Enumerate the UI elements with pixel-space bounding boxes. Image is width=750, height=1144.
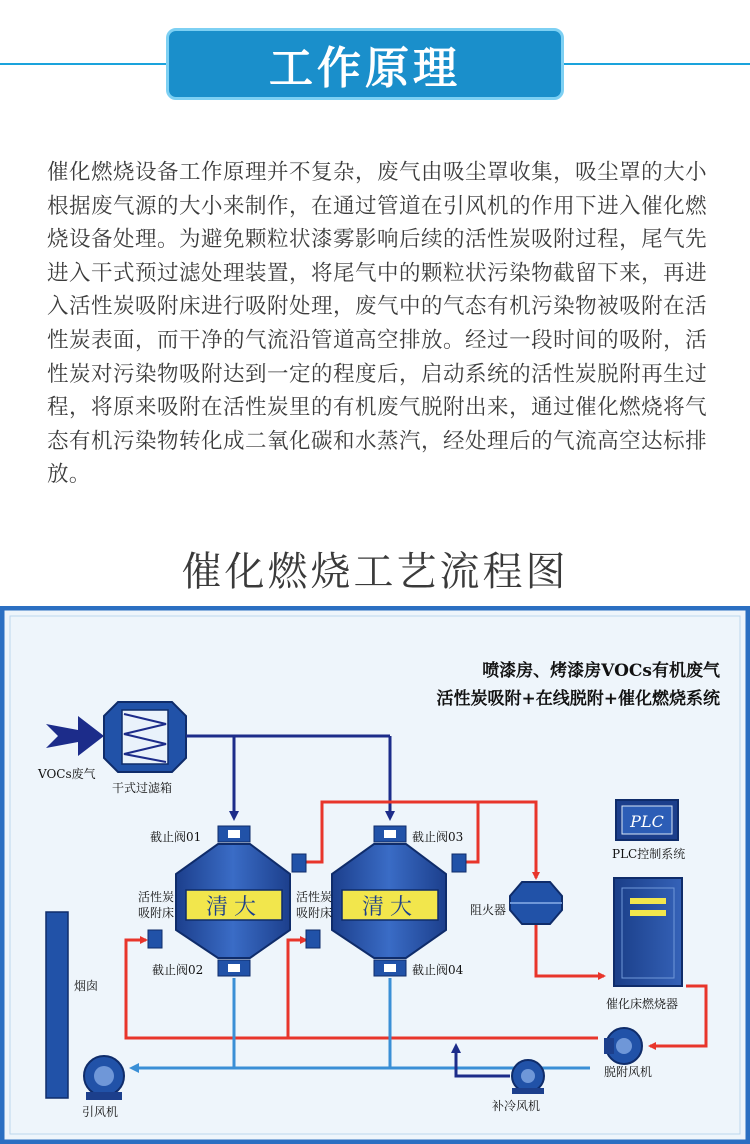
burner-label: 催化床燃烧器: [606, 997, 679, 1011]
side-valve-right-lower: [306, 930, 320, 948]
bed-right-label-2: 吸附床: [296, 906, 333, 920]
process-flow-diagram: [0, 606, 750, 1144]
desorb-fan-label: 脱附风机: [604, 1065, 653, 1079]
catalytic-burner: [614, 878, 682, 986]
dry-filter-box: [104, 702, 186, 772]
plc-box-label: PLC: [630, 812, 664, 831]
bed-left-brand: 清大: [205, 895, 263, 920]
bed-left-label-1: 活性炭: [138, 890, 175, 904]
chimney: [46, 912, 68, 1098]
plc-label: PLC控制系统: [612, 847, 686, 861]
diagram-title-1: 喷漆房、烤漆房VOCs有机废气: [482, 661, 720, 681]
flame-arrester-label: 阻火器: [470, 903, 507, 917]
intro-paragraph: 催化燃烧设备工作原理并不复杂，废气由吸尘罩收集，吸尘罩的大小根据废气源的大小来制作，在通过管道在引风机的作用下进入催化燃烧设备处理。为避免颗粒状漆雾影响后续的活性炭吸附过程，尾气先进入干式预过滤处理装置，将尾气中的颗粒状污染物截留下来，再进入活性炭吸附床进行吸附处理，废气中的气态有机污染物被吸附在活性炭表面，而干净的气流沿管道高空排放。经过一段时间的吸附，活性炭对污染物吸附达到一定的程度后，启动系统的活性炭脱附再生过程，将原来吸附在活性炭里的有机废气脱附出来，通过催化燃烧将气态有机污染物转化成二氧化碳和水蒸汽，经处理后的气流高空达标排放。: [47, 160, 707, 488]
induced-fan-label: 引风机: [82, 1105, 119, 1119]
valve-02: [218, 960, 250, 976]
vocs-label: VOCs废气: [38, 767, 96, 781]
bed-right-brand: 清大: [361, 895, 419, 920]
side-valve-left-upper: [292, 854, 306, 872]
valve01-label: 截止阀01: [150, 830, 202, 844]
chimney-label: 烟囱: [74, 979, 99, 993]
valve04-label: 截止阀04: [412, 963, 464, 977]
valve03-label: 截止阀03: [412, 830, 464, 844]
diagram-title-2: 活性炭吸附+在线脱附+催化燃烧系统: [436, 689, 720, 709]
flow-chart-title: 催化燃烧工艺流程图: [181, 549, 569, 595]
induced-fan: [84, 1056, 124, 1100]
valve02-label: 截止阀02: [152, 963, 204, 977]
cooling-fan-label: 补冷风机: [492, 1099, 541, 1113]
page-title: 工作原理: [166, 28, 564, 100]
valve-04: [374, 960, 406, 976]
bed-left-label-2: 吸附床: [138, 906, 175, 920]
side-valve-left-lower: [148, 930, 162, 948]
side-valve-right-upper: [452, 854, 466, 872]
valve-03: [374, 826, 406, 842]
bed-right-label-1: 活性炭: [296, 890, 333, 904]
flame-arrester: [510, 882, 562, 924]
filter-label: 干式过滤箱: [112, 781, 173, 795]
cooling-fan: [512, 1060, 544, 1094]
valve-01: [218, 826, 250, 842]
